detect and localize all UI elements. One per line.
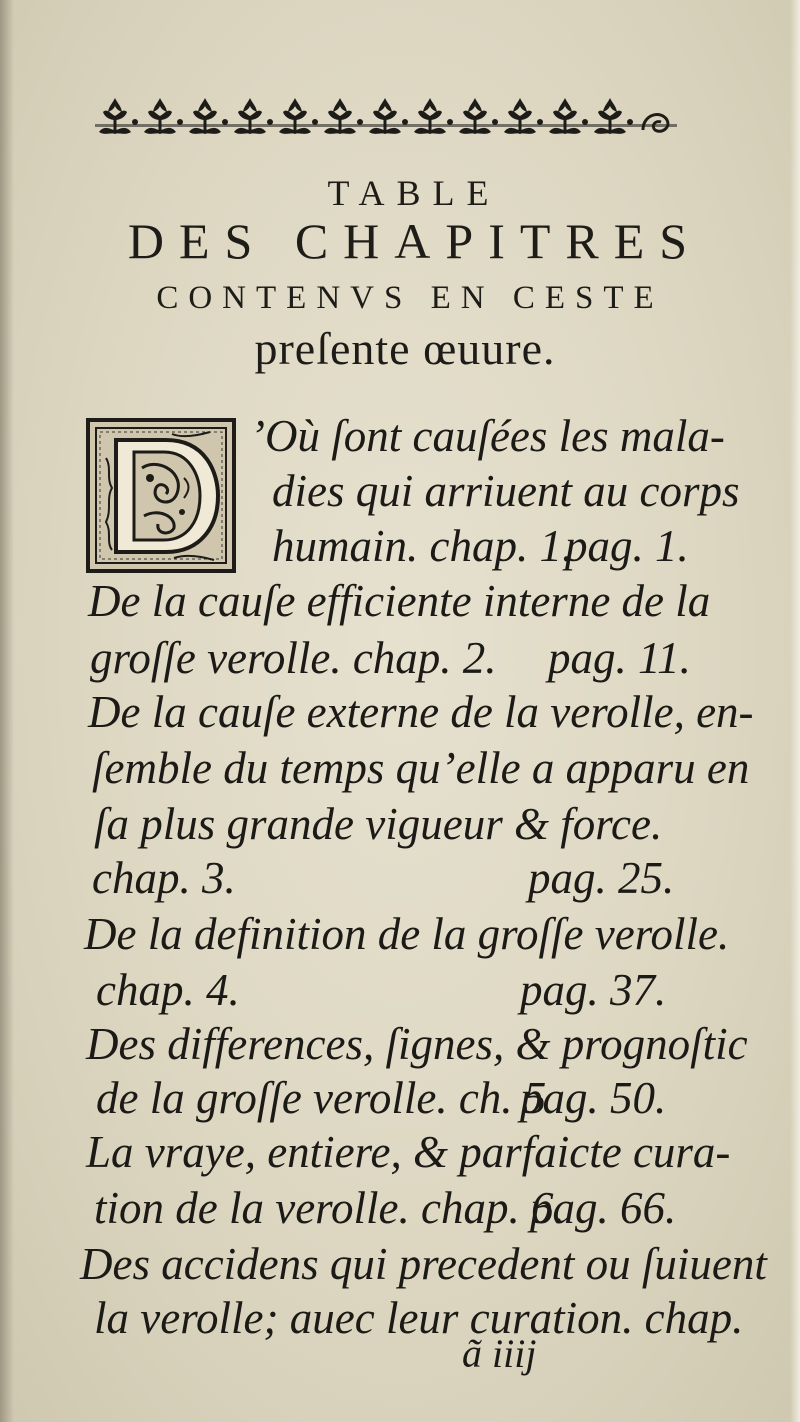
toc-line: humain. chap. 1. — [272, 521, 574, 571]
toc-line: la verolle; auec leur curation. chap. — [94, 1293, 744, 1343]
toc-page-ref: pag. 50. — [520, 1073, 667, 1123]
toc-page-ref: pag. 11. — [548, 633, 691, 683]
toc-line: La vraye, entiere, & parfaicte cura- — [86, 1127, 731, 1177]
toc-line: Des accidens qui precedent ou ſuiuent — [80, 1239, 767, 1289]
title-line-1: TABLE — [327, 173, 501, 213]
toc-page-ref: pag. 37. — [520, 965, 667, 1015]
title-line-4: preſente œuure. — [254, 323, 556, 374]
title-line-2: DES CHAPITRES — [127, 213, 703, 269]
toc-line: tion de la verolle. chap. 6. — [94, 1183, 565, 1233]
toc-page-ref: pag. 66. — [530, 1183, 677, 1233]
signature-mark: ã iiij — [462, 1331, 537, 1376]
toc-line: De la definition de la groſſe verolle. — [84, 909, 730, 959]
toc-line: De la cauſe externe de la verolle, en- — [88, 687, 754, 737]
toc-line: ſemble du temps qu’elle a apparu en — [92, 743, 750, 793]
toc-line: de la groſſe verolle. ch. 5 — [96, 1073, 547, 1123]
toc-line: De la cauſe efficiente interne de la — [88, 576, 711, 626]
toc-page-ref: pag. 1. — [565, 521, 689, 571]
title-line-3: CONTENVS EN CESTE — [156, 280, 664, 316]
toc-line: groſſe verolle. chap. 2. — [90, 633, 497, 683]
toc-line: ſa plus grande vigueur & force. — [94, 799, 663, 849]
toc-line: chap. 4. — [96, 965, 240, 1015]
toc-line: chap. 3. — [92, 853, 236, 903]
toc-line: dies qui arriuent au corps — [272, 466, 740, 516]
toc-line: Des differences, ſignes, & prognoſtic — [86, 1019, 748, 1069]
toc-page-ref: pag. 25. — [528, 853, 675, 903]
toc-line: ’Où ſont cauſées les mala- — [250, 411, 725, 461]
